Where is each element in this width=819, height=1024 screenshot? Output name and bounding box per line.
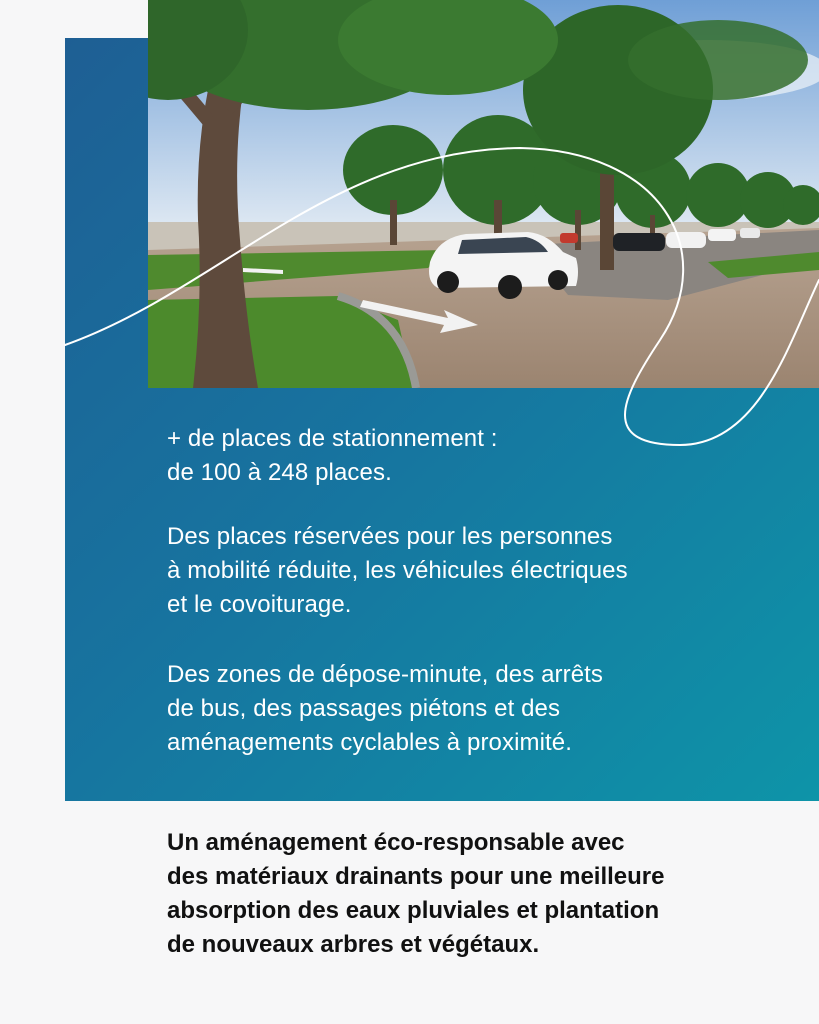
mobility-zones-text (167, 658, 787, 760)
text-line: absorption des eaux pluviales et plantation (167, 897, 660, 924)
text-line: et le covoiturage. (167, 591, 352, 618)
reserved-spaces-text (167, 520, 787, 622)
text-line: + de places de stationnement : (167, 425, 498, 452)
text-line: Des places réservées pour les personnes (167, 523, 613, 550)
text-line: Un aménagement éco-responsable avec (167, 829, 625, 856)
text-line: aménagements cyclables à proximité. (167, 729, 573, 756)
eco-responsible-text (167, 826, 787, 962)
parking-capacity-text (167, 422, 787, 490)
text-line: Des zones de dépose-minute, des arrêts (167, 661, 604, 688)
text-line: des matériaux drainants pour une meilleure (167, 863, 665, 890)
text-line: de 100 à 248 places. (167, 459, 392, 486)
text-line: à mobilité réduite, les véhicules électriques (167, 557, 628, 584)
parking-render-image (148, 0, 819, 388)
text-line: de bus, des passages piétons et des (167, 695, 561, 722)
text-line: de nouveaux arbres et végétaux. (167, 931, 540, 958)
